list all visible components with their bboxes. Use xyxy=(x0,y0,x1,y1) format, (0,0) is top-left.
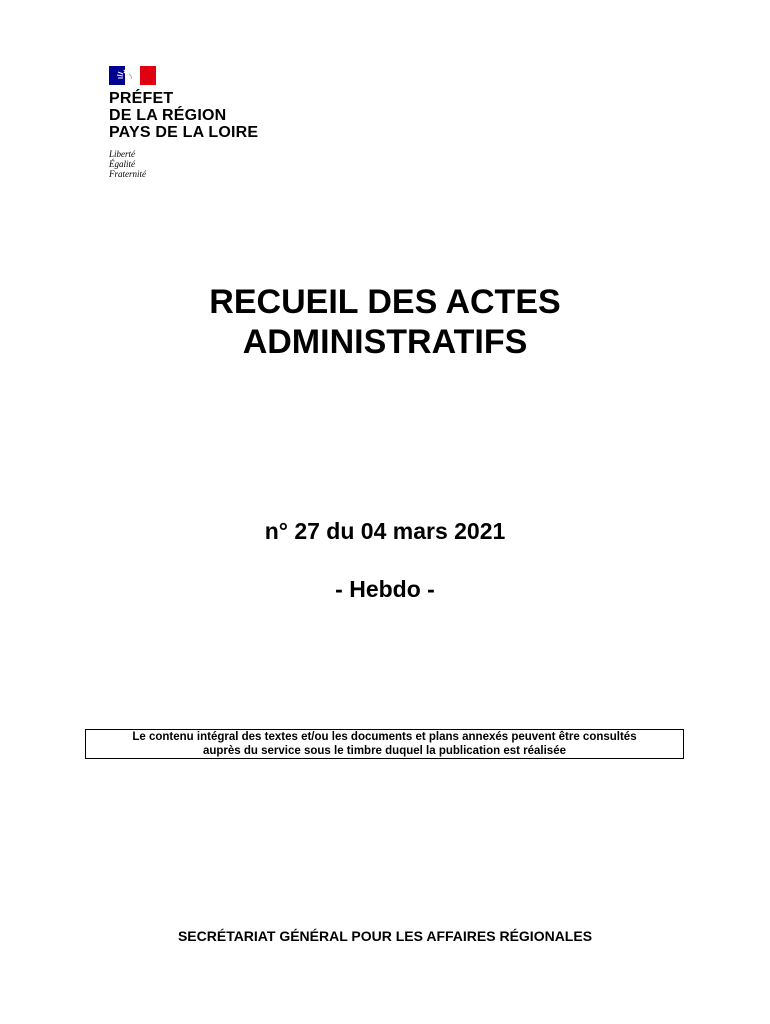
motto-liberte: Liberté xyxy=(109,149,135,159)
title-line-2: ADMINISTRATIFS xyxy=(242,323,528,361)
edition-label: - Hebdo - xyxy=(335,576,435,602)
prefet-title xyxy=(109,90,289,141)
motto xyxy=(109,149,289,179)
region-name-line: PAYS DE LA LOIRE xyxy=(109,124,259,141)
marianne-flag-icon xyxy=(109,66,156,85)
prefet-line: PRÉFET xyxy=(109,90,174,107)
consultation-notice xyxy=(85,729,684,759)
title-line-1: RECUEIL DES ACTES xyxy=(209,283,561,321)
issuing-service: SECRÉTARIAT GÉNÉRAL POUR LES AFFAIRES RÉGIONALES xyxy=(177,928,593,944)
prefecture-logo xyxy=(109,66,289,179)
notice-line-2: auprès du service sous le timbre duquel la publication est réalisée xyxy=(202,745,566,757)
motto-egalite: Égalité xyxy=(109,159,135,169)
issue-number: n° 27 du 04 mars 2021 xyxy=(264,518,506,544)
region-line: DE LA RÉGION xyxy=(109,107,227,124)
motto-fraternite: Fraternité xyxy=(109,169,146,179)
notice-line-1: Le contenu intégral des textes et/ou les documents et plans annexés peuvent être consultés xyxy=(132,731,637,743)
document-title xyxy=(0,282,770,362)
